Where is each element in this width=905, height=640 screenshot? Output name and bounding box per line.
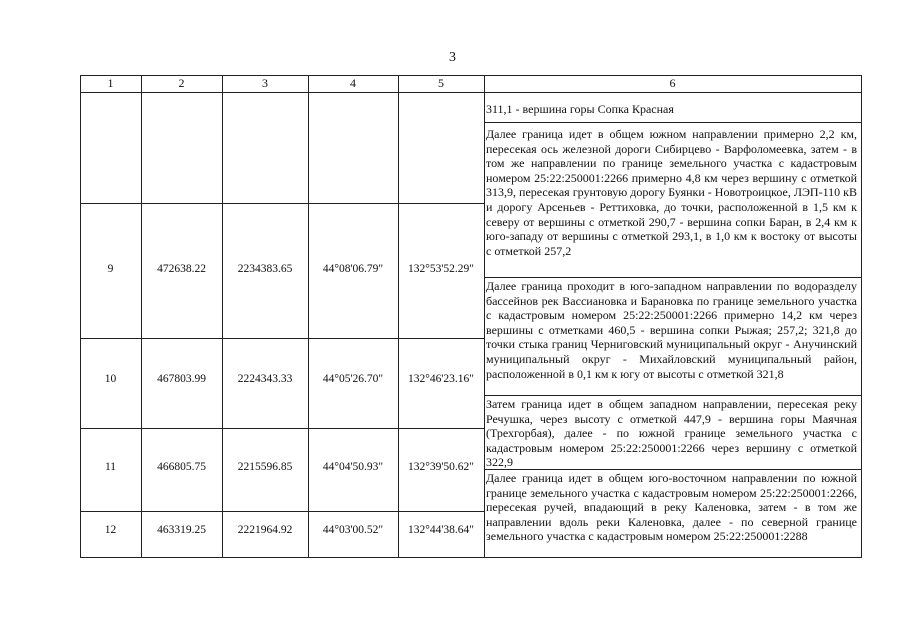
coordinate-y: 2221964.92 <box>237 524 293 536</box>
column-divider <box>484 75 485 558</box>
longitude: 132°46'23.16" <box>408 373 474 385</box>
point-number: 10 <box>104 373 117 385</box>
row-divider <box>484 277 862 278</box>
column-divider <box>861 75 862 558</box>
description-text: 311,1 - вершина горы Сопка Красная <box>486 102 674 116</box>
coordinate-y: 2215596.85 <box>237 461 293 473</box>
coordinate-y: 2234383.65 <box>237 263 293 275</box>
column-divider <box>80 75 81 558</box>
header-col-5: 5 <box>438 76 444 90</box>
description-text: Затем граница идет в общем западном направлении, пересекая реку Речушка, через высоту с отметкой 447,9 - вершина горы Маячная (Трехгорбая), далее - по южной границе земельного участка с кадастровым номером 25:22:250001:2266 через вершину с отметкой 322,9 <box>486 397 857 469</box>
latitude: 44°03'00.52" <box>322 524 384 536</box>
column-divider <box>308 75 309 558</box>
row-divider <box>484 395 862 396</box>
header-col-2: 2 <box>178 76 185 90</box>
coordinate-x: 466805.75 <box>157 461 206 473</box>
page-number: 3 <box>449 50 456 65</box>
longitude: 132°44'38.64" <box>408 524 474 536</box>
point-number: 12 <box>104 524 117 536</box>
header-col-3: 3 <box>262 76 268 90</box>
latitude: 44°04'50.93" <box>322 461 384 473</box>
latitude: 44°05'26.70" <box>322 373 384 385</box>
coordinate-x: 472638.22 <box>157 263 206 275</box>
column-divider <box>222 75 223 558</box>
row-divider <box>484 469 862 470</box>
header-divider <box>80 92 862 93</box>
column-divider <box>141 75 142 558</box>
header-col-4: 4 <box>350 76 356 90</box>
latitude: 44°08'06.79" <box>322 263 384 275</box>
description-text: Далее граница проходит в юго-западном направлении по водоразделу бассейнов рек Вассиановка и Барановка по границе земельного участка с кадастровым номером 25:22:250001:2266 примерно 14,2 км через вершины с отметками 460,5 - вершина сопки Рыжая; 257,2; 321,8 до точки стыка границ Черниговский муниципальный округ - Анучинский муниципальный округ - Михайловский муниципальный район, расположенной в 0,1 км к югу от высоты с отметкой 321,8 <box>486 279 857 381</box>
coordinate-x: 467803.99 <box>157 373 206 385</box>
header-col-6: 6 <box>669 76 676 90</box>
description-text: Далее граница идет в общем южном направлении примерно 2,2 км, пересекая ось железной дороги Сибирцево - Варфоломеевка, затем - в том же направлении по границе земельного участка с кадастровым номером 25:22:250001:2266 примерно 4,8 км через вершину с отметкой 313,9, пересекая грунтовую дорогу Буянки - Новотроицкое, ЛЭП-110 кВ и дорогу Арсеньев - Реттиховка, до точки, расположенной в 1,5 км к северу от вершины с отметкой 290,7 - вершина сопки Баран, в 2,4 км к юго-западу от вершины с отметкой 293,1, в 1,0 км к востоку от высоты с отметкой 257,2 <box>486 127 857 258</box>
column-divider <box>398 75 399 558</box>
header-col-1: 1 <box>107 76 114 90</box>
coordinate-y: 2224343.33 <box>237 373 293 385</box>
coordinate-x: 463319.25 <box>157 524 206 536</box>
point-number: 9 <box>107 263 114 275</box>
point-number: 11 <box>104 461 117 473</box>
row-divider <box>484 122 862 123</box>
longitude: 132°53'52.29" <box>408 263 474 275</box>
description-text: Далее граница идет в общем юго-восточном направлении по южной границе земельного участка с кадастровым номером 25:22:250001:2266, пересекая ручей, впадающий в реку Каленовка, затем - в том же направлении вдоль реки Каленовка, далее - по северной границе земельного участка с кадастровым номером 25:22:250001:2288 <box>486 471 857 544</box>
table-border-bottom <box>80 557 862 558</box>
longitude: 132°39'50.62" <box>408 461 474 473</box>
